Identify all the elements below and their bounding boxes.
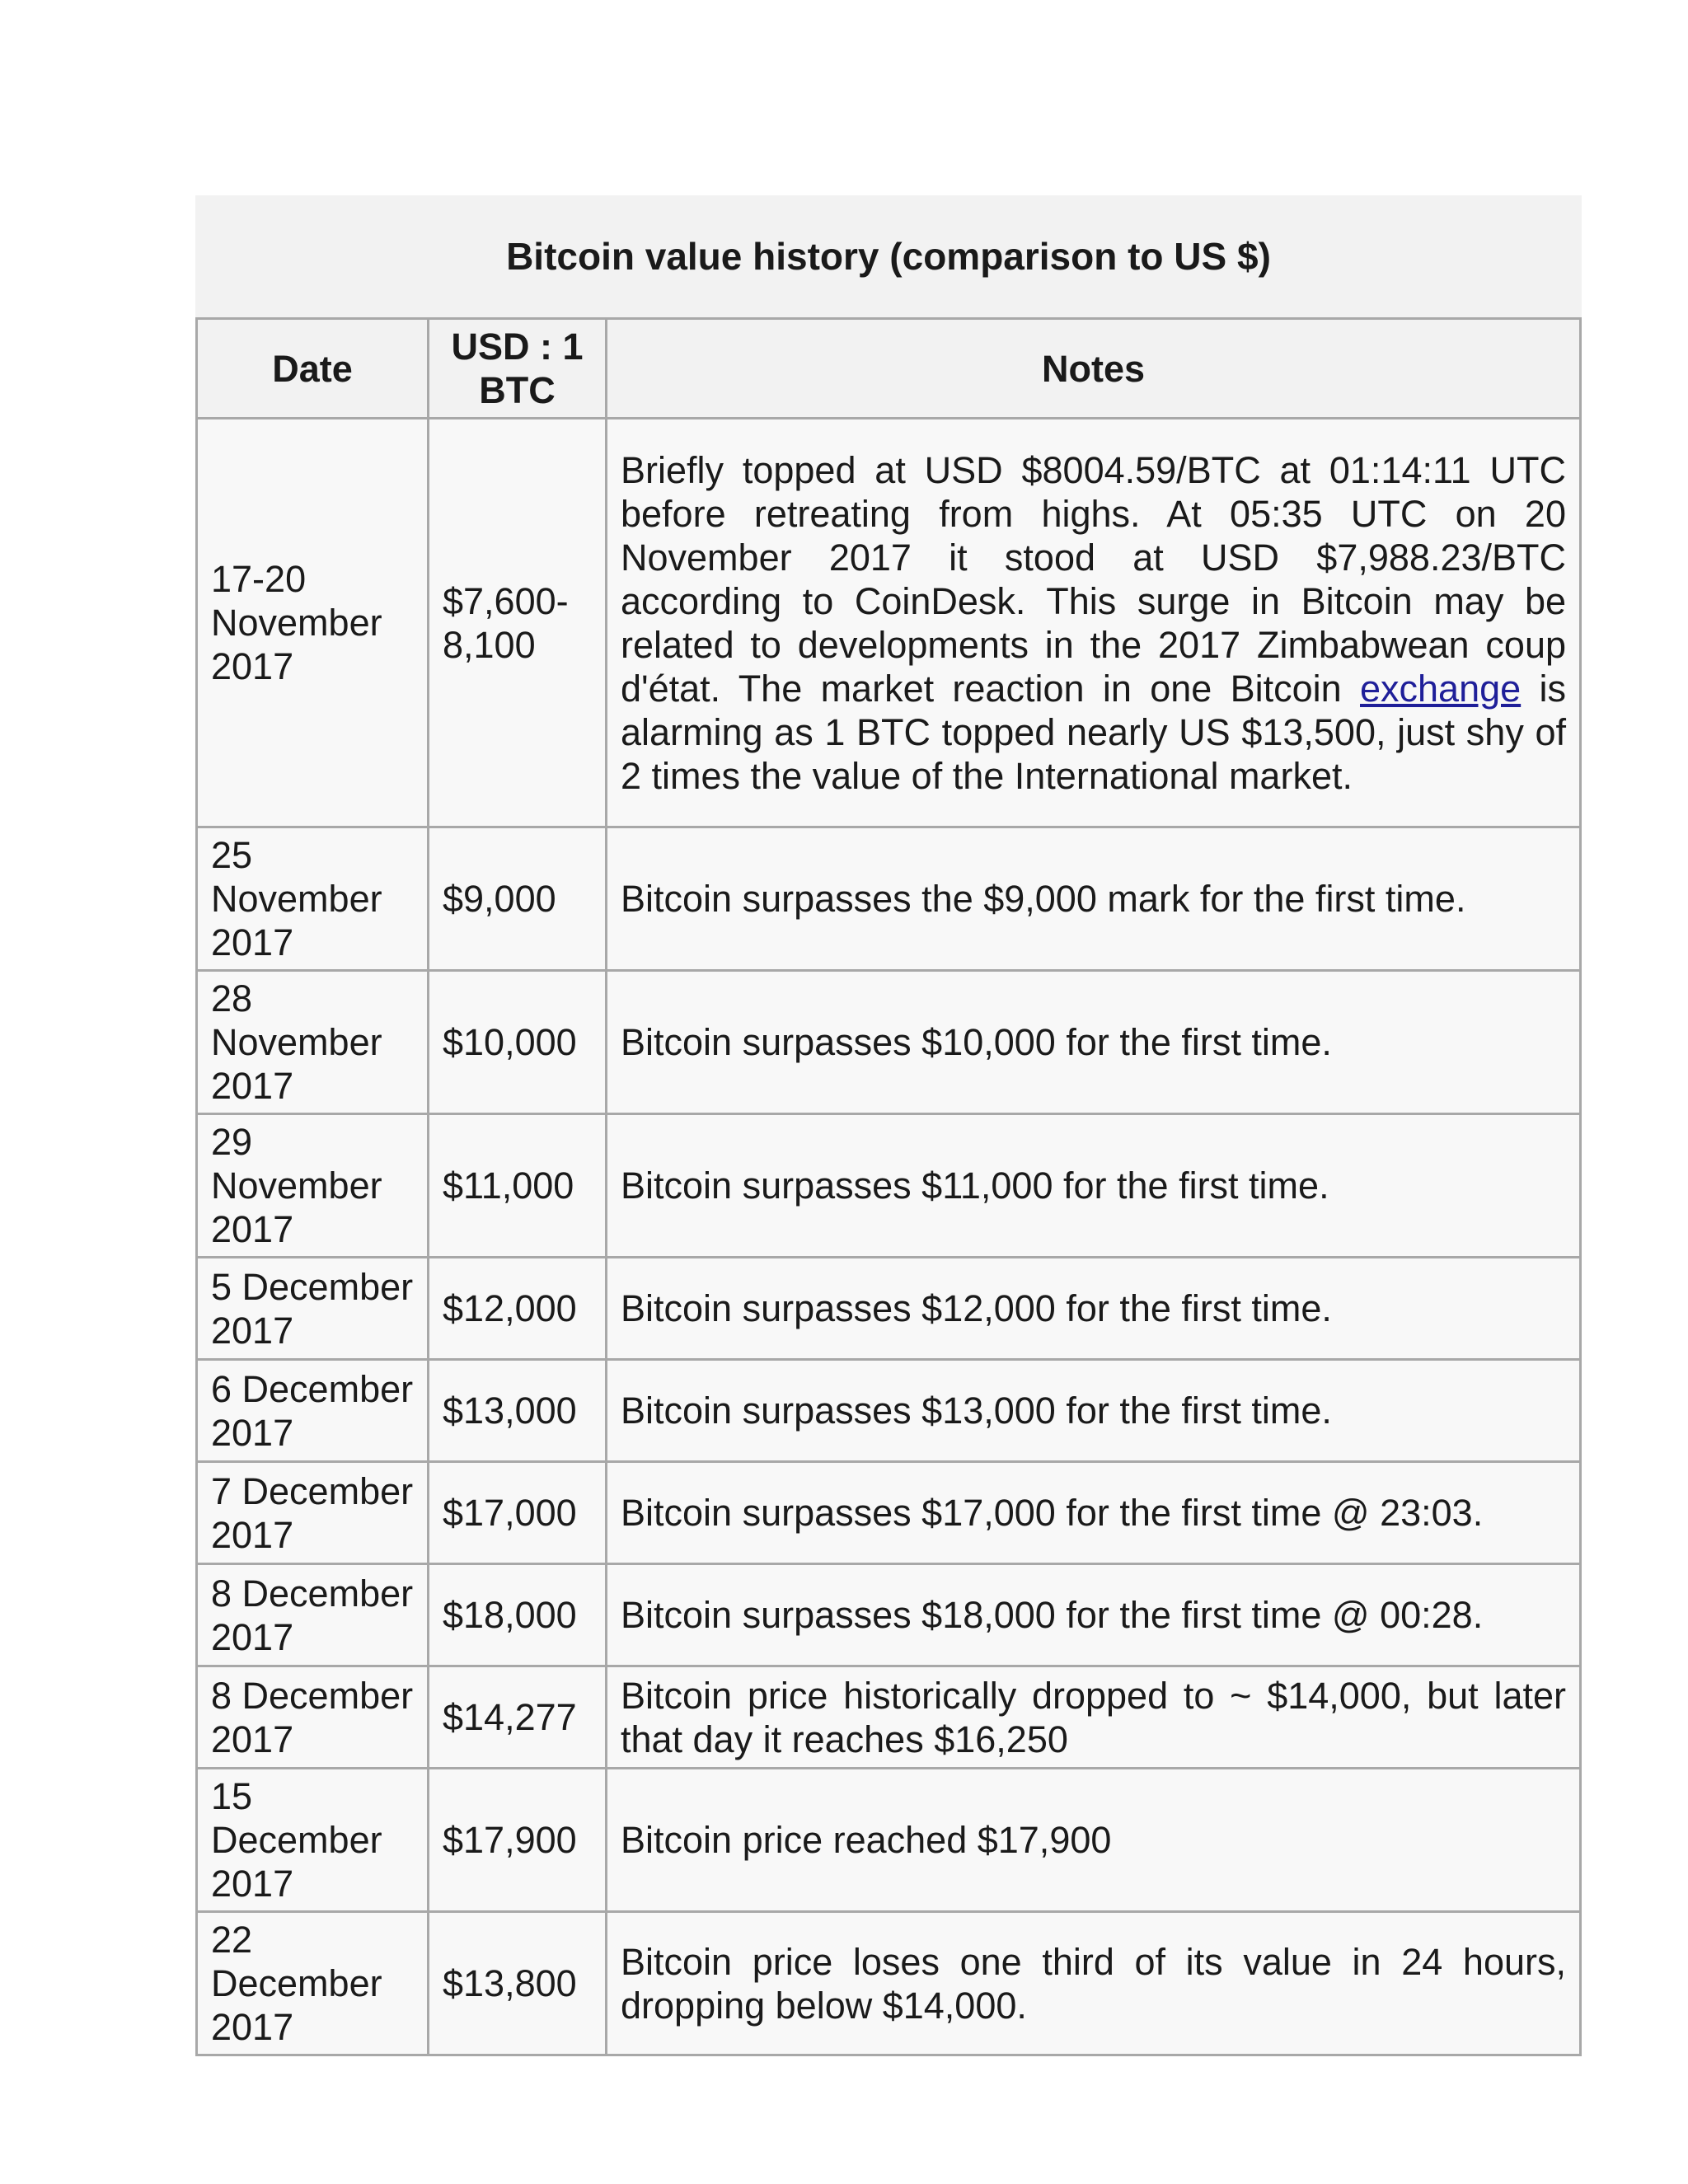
usd-cell: $14,277 <box>429 1666 607 1769</box>
table-row <box>197 419 1581 827</box>
notes-cell: Bitcoin surpasses $13,000 for the first time. <box>607 1360 1581 1462</box>
notes-cell: Bitcoin surpasses $11,000 for the first time. <box>607 1114 1581 1258</box>
date-cell: 8 December 2017 <box>197 1564 429 1666</box>
notes-cell: Bitcoin surpasses the $9,000 mark for the first time. <box>607 827 1581 971</box>
table-row <box>197 971 1581 1114</box>
usd-cell: $17,900 <box>429 1769 607 1912</box>
table-row <box>197 1462 1581 1564</box>
notes-cell: Bitcoin surpasses $18,000 for the first time @ 00:28. <box>607 1564 1581 1666</box>
header-row <box>197 319 1581 419</box>
table-row <box>197 1360 1581 1462</box>
notes-cell: Bitcoin surpasses $12,000 for the first time. <box>607 1258 1581 1360</box>
table-row <box>197 1564 1581 1666</box>
usd-cell: $13,800 <box>429 1912 607 2055</box>
header-notes: Notes <box>607 319 1581 419</box>
bitcoin-value-table <box>195 195 1582 2056</box>
usd-cell: $12,000 <box>429 1258 607 1360</box>
usd-cell: $11,000 <box>429 1114 607 1258</box>
header-date: Date <box>197 319 429 419</box>
usd-cell: $9,000 <box>429 827 607 971</box>
notes-cell: Bitcoin surpasses $17,000 for the first time @ 23:03. <box>607 1462 1581 1564</box>
notes-text: is alarming as 1 BTC topped nearly US $13,500, just shy of 2 times the value of the International market. <box>621 667 1566 797</box>
date-cell: 7 December 2017 <box>197 1462 429 1564</box>
date-cell: 28 November 2017 <box>197 971 429 1114</box>
table-row <box>197 827 1581 971</box>
usd-cell: $7,600-8,100 <box>429 419 607 827</box>
table-title: Bitcoin value history (comparison to US $) <box>195 195 1582 317</box>
date-cell: 6 December 2017 <box>197 1360 429 1462</box>
notes-cell: Bitcoin price loses one third of its value in 24 hours, dropping below $14,000. <box>607 1912 1581 2055</box>
usd-cell: $17,000 <box>429 1462 607 1564</box>
table-row <box>197 1769 1581 1912</box>
header-usd: USD : 1 BTC <box>429 319 607 419</box>
usd-cell: $10,000 <box>429 971 607 1114</box>
date-cell: 25 November 2017 <box>197 827 429 971</box>
date-cell: 8 December 2017 <box>197 1666 429 1769</box>
date-cell: 17-20 November 2017 <box>197 419 429 827</box>
notes-cell: Bitcoin surpasses $10,000 for the first time. <box>607 971 1581 1114</box>
notes-cell: Bitcoin price reached $17,900 <box>607 1769 1581 1912</box>
date-cell: 29 November 2017 <box>197 1114 429 1258</box>
date-cell: 22 December 2017 <box>197 1912 429 2055</box>
usd-cell: $18,000 <box>429 1564 607 1666</box>
date-cell: 5 December 2017 <box>197 1258 429 1360</box>
date-cell: 15 December 2017 <box>197 1769 429 1912</box>
table-row <box>197 1912 1581 2055</box>
table-row <box>197 1666 1581 1769</box>
exchange-link[interactable]: exchange <box>1360 667 1522 710</box>
table-row <box>197 1114 1581 1258</box>
table-row <box>197 1258 1581 1360</box>
usd-cell: $13,000 <box>429 1360 607 1462</box>
notes-text: Briefly topped at USD $8004.59/BTC at 01:14:11 UTC before retreating from highs. At 05:35 UTC on 20 November 2017 it stood at USD $7,988.23/BTC according to CoinDesk. This surge in Bitcoin may be related to developments in the 2017 Zimbabwean coup d'état. The market reaction in one Bitcoin <box>621 448 1566 710</box>
notes-cell: Bitcoin price historically dropped to ~ $14,000, but later that day it reaches $16,250 <box>607 1666 1581 1769</box>
notes-cell <box>607 419 1581 827</box>
